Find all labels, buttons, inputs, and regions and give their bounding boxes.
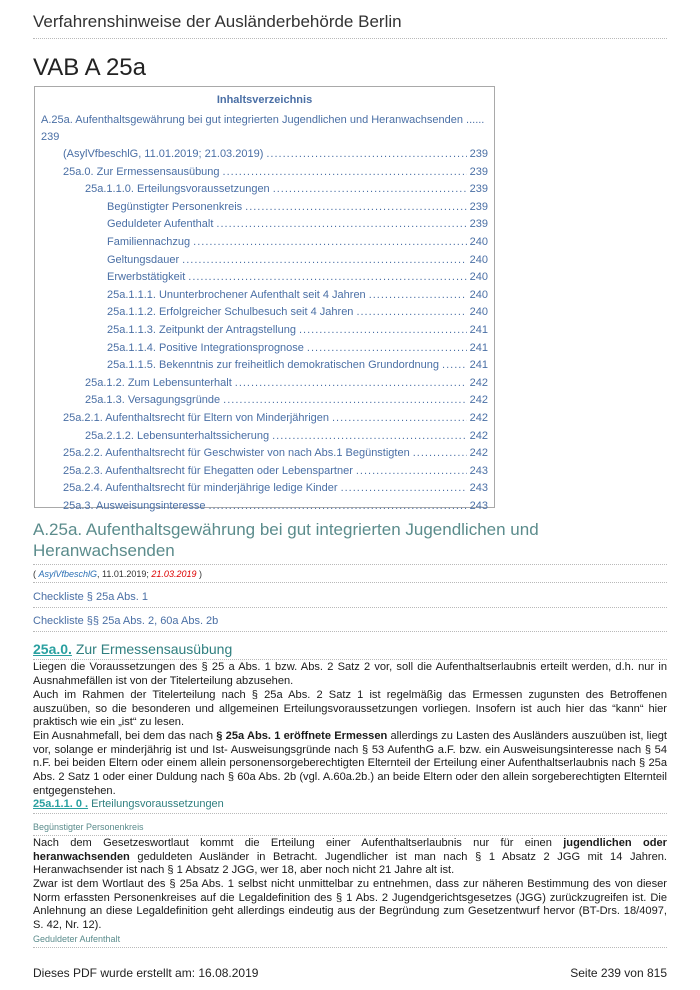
- toc-entry[interactable]: [41, 375, 488, 393]
- page-title: VAB A 25a: [33, 54, 146, 81]
- toc-entry[interactable]: [41, 463, 488, 481]
- toc-entry-page: 240: [469, 235, 488, 248]
- toc-entry-label: A.25a. Aufenthaltsgewährung bei gut integrierten Jugendlichen und Heranwachsenden ......: [41, 114, 485, 126]
- toc-entry-page: 240: [469, 306, 488, 319]
- toc-leader-dots: [356, 463, 467, 481]
- page-footer: [33, 966, 667, 980]
- toc-entry[interactable]: [41, 216, 488, 234]
- subsection-heading-erteilung: [33, 798, 667, 814]
- paragraph-1: Liegen die Voraussetzungen des § 25 a Abs. 1 bzw. Abs. 2 Satz 2 vor, soll die Aufenthaltserlaubnis erteilt werden, d.h. nur in Ausnahmefällen ist von der Titelerteilung abzusehen.: [33, 661, 667, 687]
- toc-entry[interactable]: [41, 480, 488, 498]
- toc-entry-label: 25a.1.1.1. Ununterbrochener Aufenthalt seit 4 Jahren: [107, 288, 366, 301]
- toc-entry-label: 25a.1.1.5. Bekenntnis zur freiheitlich demokratischen Grundordnung: [107, 359, 440, 372]
- toc-leader-dots: [182, 252, 466, 270]
- toc-entry-main[interactable]: [41, 112, 488, 146]
- toc-entry-label: 25a.0. Zur Ermessensausübung: [63, 165, 220, 178]
- footer-created: Dieses PDF wurde erstellt am: 16.08.2019: [33, 966, 259, 980]
- p4-bold: jugendlichen oder heranwachsenden: [33, 837, 667, 863]
- toc-leader-dots: [223, 392, 466, 410]
- toc-entry-page: 242: [469, 429, 488, 442]
- toc-leader-dots: [235, 375, 467, 393]
- toc-entry[interactable]: [41, 164, 488, 182]
- toc-entry[interactable]: [41, 357, 488, 375]
- toc-entry-label: Begünstigter Personenkreis: [107, 200, 243, 213]
- toc-entry-label: 25a.1.2. Zum Lebensunterhalt: [85, 376, 232, 389]
- toc-entry-page: 239: [469, 165, 488, 178]
- toc-leader-dots: [341, 480, 467, 498]
- paragraph-5: Zwar ist dem Wortlaut des § 25a Abs. 1 selbst nicht unmittelbar zu entnehmen, dass zur näheren Bestimmung des von dieser Norm erfassten Personenkreises auf die Legaldefinition des § 1 Abs. 2 Jugendgerichtsgesetzes (JGG) zurückzugreifen ist. Die Anlehnung an diese Legaldefinition geht allerdings eindeutig aus der Begründung zum Gesetzentwurf hervor (BT-Drs. 18/4097, S. 42, Nr. 12).: [33, 878, 667, 932]
- citation-line: [33, 569, 667, 583]
- toc-entry[interactable]: [41, 269, 488, 287]
- toc-entry[interactable]: [41, 287, 488, 305]
- p3-part-c: allerdings zu Lasten des Ausländers auszuüben ist, liegt vor, solange er minderjährig ist und Ist- Ausweisungsgründe nach § 53 AufenthG a.F. bzw. ein Ausweisungsinteresse nach § 54 n.F. bei beiden Eltern oder einem allein personensorgeberechtigten Elternteil der Erteilung einer Aufenthaltserlaubnis nach § 25a Abs. 2 Satz 1 oder einer Duldung nach § 60a Abs. 2b (vgl. A.60a.2b.) an beide Eltern oder den allein sorgeberechtigten Elternteil entgegenstehen.: [33, 730, 668, 797]
- toc-entry-label: 25a.1.3. Versagungsgründe: [85, 394, 221, 407]
- toc-entry-page: 239: [469, 148, 488, 160]
- toc-entry-label: 25a.2.1.2. Lebensunterhaltssicherung: [85, 429, 270, 442]
- p3-part-a: Ein Ausnahmefall, bei dem das nach: [33, 730, 217, 742]
- paragraph-2: Auch im Rahmen der Titelerteilung nach § 25a Abs. 2 Satz 1 ist regelmäßig das Ermessen zugunsten des Betroffenen auszuüben, so die besonderen und allgemeinen Erteilungsvoraussetzungen vorliegen. Insofern ist auch hier das “kann“ hier praktisch wie ein „ist“ zu lesen.: [33, 689, 667, 729]
- toc-leader-dots: [442, 357, 467, 375]
- toc-entry-label: 25a.2.1. Aufenthaltsrecht für Eltern von Minderjährigen: [63, 411, 329, 424]
- toc-entry[interactable]: [41, 234, 488, 252]
- table-of-contents: [34, 86, 495, 512]
- cite-date2[interactable]: 21.03.2019: [151, 569, 197, 579]
- toc-entry-label: Familiennachzug: [107, 235, 191, 248]
- toc-entry-label: Geltungsdauer: [107, 253, 180, 266]
- toc-entry-page: 241: [469, 341, 488, 354]
- section-heading-ermessen: [33, 641, 667, 660]
- toc-entry-label: (AsylVfbeschlG, 11.01.2019; 21.03.2019): [63, 148, 264, 160]
- checklist-link-2[interactable]: Checkliste §§ 25a Abs. 2, 60a Abs. 2b: [33, 615, 667, 632]
- toc-leader-dots: [223, 164, 467, 182]
- toc-entry-label: 25a.3. Ausweisungsinteresse: [63, 499, 206, 512]
- p4-part-c: geduldeten Ausländer in Betracht. Jugendlicher ist man nach § 1 Absatz 2 JGG mit 14 Jahren. Heranwachsender ist nach § 1 Absatz 2 JGG, wer 18, aber noch nicht 21 Jahre alt ist.: [33, 850, 667, 877]
- toc-entry[interactable]: [41, 392, 488, 410]
- section-number[interactable]: 25a.0.: [33, 641, 72, 657]
- cite-date1: , 11.01.2019;: [97, 569, 152, 579]
- toc-entry[interactable]: [41, 304, 488, 322]
- toc-entry-label: 25a.2.2. Aufenthaltsrecht für Geschwister von nach Abs.1 Begünstigten: [63, 447, 410, 460]
- toc-entry-page: 239: [41, 131, 60, 143]
- toc-entry-label: 25a.2.4. Aufenthaltsrecht für minderjährige ledige Kinder: [63, 482, 338, 495]
- toc-entry-label: 25a.1.1.2. Erfolgreicher Schulbesuch seit 4 Jahren: [107, 306, 354, 319]
- cite-link[interactable]: AsylVfbeschlG: [38, 569, 98, 579]
- subsection-number[interactable]: 25a.1.1. 0 .: [33, 798, 89, 810]
- toc-leader-dots: [273, 181, 467, 199]
- toc-entry-label: 25a.1.1.3. Zeitpunkt der Antragstellung: [107, 323, 296, 336]
- toc-entry[interactable]: [41, 252, 488, 270]
- toc-entry[interactable]: [41, 199, 488, 217]
- paragraph-3: [33, 730, 667, 799]
- minor-heading-personenkreis: Begünstigter Personenkreis: [33, 822, 667, 836]
- subsection-title: Erteilungsvoraussetzungen: [88, 798, 224, 810]
- toc-entry-page: 242: [469, 411, 488, 424]
- toc-leader-dots: [299, 322, 467, 340]
- toc-entry[interactable]: [41, 340, 488, 358]
- checklist-link-1[interactable]: Checkliste § 25a Abs. 1: [33, 591, 667, 608]
- toc-leader-dots: [307, 340, 467, 358]
- toc-entry-page: 240: [469, 288, 488, 301]
- toc-entry-page: 242: [469, 394, 488, 407]
- toc-entry-label: 25a.1.1.4. Positive Integrationsprognose: [107, 341, 304, 354]
- footer-page-number: Seite 239 von 815: [570, 966, 667, 980]
- toc-leader-dots: [332, 410, 467, 428]
- toc-entry-page: 240: [469, 253, 488, 266]
- toc-entry[interactable]: [41, 146, 488, 164]
- section-title: Zur Ermessensausübung: [71, 641, 233, 657]
- toc-heading: Inhaltsverzeichnis: [216, 94, 313, 106]
- toc-entry-page: 242: [469, 447, 488, 460]
- toc-leader-dots: [266, 146, 466, 164]
- cite-close: ): [196, 569, 202, 579]
- toc-entry-page: 241: [469, 359, 488, 372]
- toc-list: [41, 146, 488, 515]
- toc-leader-dots: [188, 269, 466, 287]
- toc-leader-dots: [245, 199, 467, 217]
- toc-entry-label: Erwerbstätigkeit: [107, 271, 186, 284]
- toc-entry-label: 25a.2.3. Aufenthaltsrecht für Ehegatten oder Lebenspartner: [63, 464, 353, 477]
- toc-leader-dots: [193, 234, 466, 252]
- toc-entry-page: 239: [469, 218, 488, 231]
- minor-heading-geduldeter-aufenthalt: Geduldeter Aufenthalt: [33, 934, 667, 948]
- toc-entry-page: 239: [469, 183, 488, 196]
- toc-entry[interactable]: [41, 181, 488, 199]
- document-header-title: Verfahrenshinweise der Ausländerbehörde Berlin: [33, 12, 667, 39]
- toc-leader-dots: [272, 428, 467, 446]
- toc-entry-page: 239: [469, 200, 488, 213]
- toc-leader-dots: [356, 304, 466, 322]
- cite-open: (: [33, 569, 39, 579]
- toc-entry-label: Geduldeter Aufenthalt: [107, 218, 214, 231]
- paragraph-4: [33, 837, 667, 878]
- toc-entry-label: 25a.1.1.0. Erteilungsvoraussetzungen: [85, 183, 270, 196]
- toc-entry-page: 243: [469, 482, 488, 495]
- toc-entry[interactable]: [41, 445, 488, 463]
- toc-entry-page: 241: [469, 323, 488, 336]
- toc-entry[interactable]: [41, 428, 488, 446]
- p4-part-a: Nach dem Gesetzeswortlaut kommt die Erteilung einer Aufenthaltserlaubnis nur für einen: [33, 837, 564, 849]
- toc-entry-page: 243: [469, 464, 488, 477]
- toc-entry-page: 243: [469, 499, 488, 512]
- toc-entry-page: 240: [469, 271, 488, 284]
- toc-entry[interactable]: [41, 410, 488, 428]
- main-heading: A.25a. Aufenthaltsgewährung bei gut integrierten Jugendlichen und Heranwachsenden: [33, 519, 667, 565]
- toc-leader-dots: [208, 498, 466, 516]
- toc-leader-dots: [369, 287, 467, 305]
- p3-bold: § 25a Abs. 1 eröffnete Ermessen: [216, 730, 388, 742]
- toc-entry[interactable]: [41, 322, 488, 340]
- toc-leader-dots: [413, 445, 467, 463]
- toc-entry-page: 242: [469, 376, 488, 389]
- toc-entry[interactable]: [41, 498, 488, 516]
- toc-leader-dots: [216, 216, 466, 234]
